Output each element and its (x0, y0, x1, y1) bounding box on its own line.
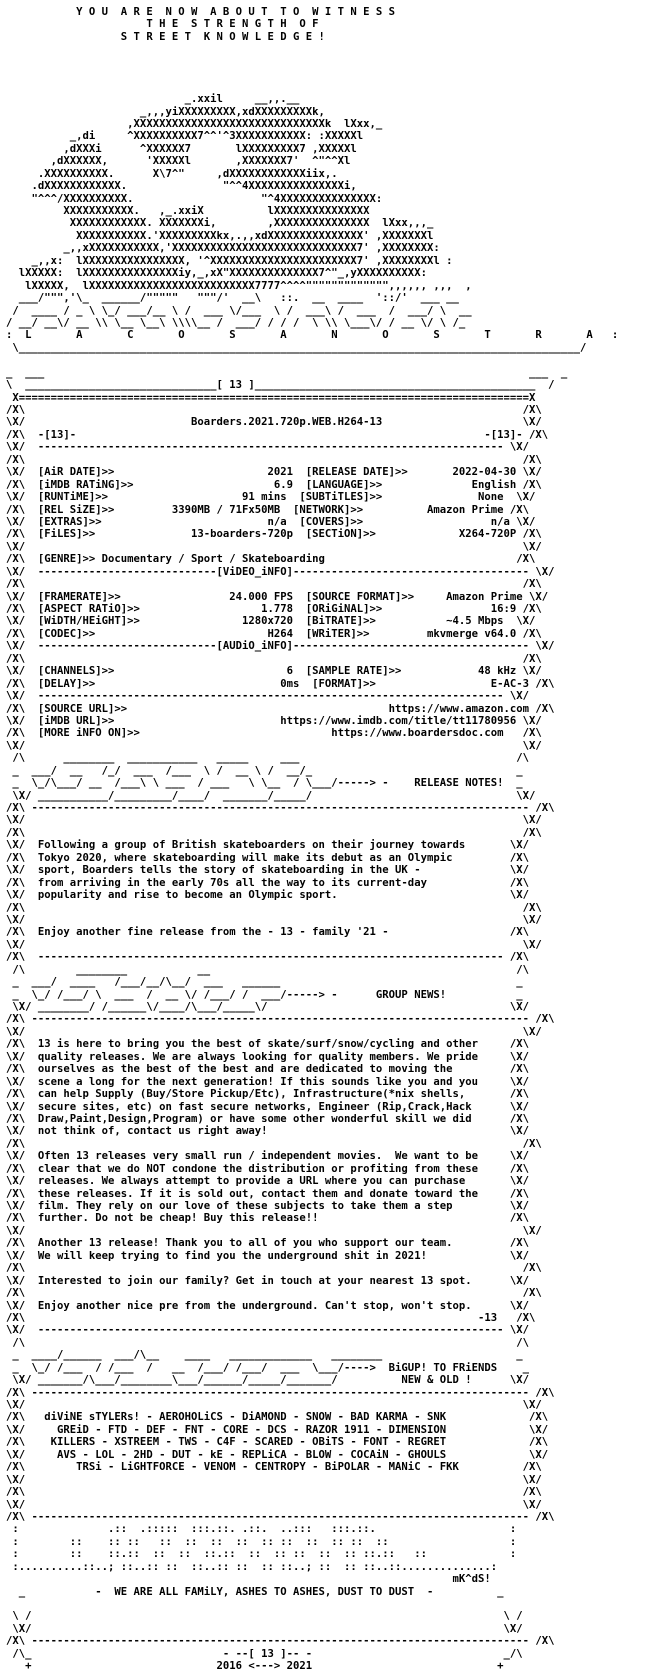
nfo-line: /X\ ------------------------------------------------------------------------------ /X\ (6, 1510, 555, 1523)
nfo-line: /X\ KILLERS - XSTREEM - TWS - C4F - SCARED - OBiTS - FONT - REGRET /X\ (6, 1436, 549, 1449)
nfo-line: _ ___/ ____ /___/__/\__/ ___ ______ _ (6, 976, 523, 989)
nfo-line: \X/ \X/ (6, 1399, 542, 1411)
nfo-line: : :: ::.:: :: :: ::.:: :: :: :: :: :: ::.:: :: : (6, 1548, 517, 1561)
nfo-line: "^^^/XXXXXXXXXX. "^4XXXXXXXXXXXXXXX: (6, 192, 383, 205)
nfo-line: /X\ [REL SiZE]>> 3390MB / 71Fx50MB [NETWORK]>> Amazon Prime /X\ (6, 503, 529, 516)
nfo-line: /X\ /X\ (6, 404, 542, 416)
nfo-line: ___/""",'\_ ______/""""" """/' __\ ::. __ ____ '::/' ___ __ (6, 292, 459, 305)
nfo-line: /X\ [GENRE]>> Documentary / Sport / Skateboarding /X\ (6, 553, 536, 566)
nfo-line: /X\ /X\ (6, 826, 542, 839)
nfo-line: XXXXXXXXXXXX. XXXXXXXi, ,XXXXXXXXXXXXXXX lXxx,,,_ (6, 217, 434, 230)
nfo-line: /X\ ------------------------------------------------------------------------------ /X\ (6, 1635, 555, 1648)
nfo-line: \X/ Enjoy another nice pre from the underground. Can't stop, won't stop. \X/ (6, 1299, 529, 1312)
nfo-line: \X/ sport, Boarders tells the story of skateboarding in the UK - \X/ (6, 864, 529, 877)
nfo-line: \X/ Often 13 releases very small run / independent movies. We want to be \X/ (6, 1150, 529, 1163)
nfo-line: \X/ Boarders.2021.720p.WEB.H264-13 \X/ (6, 416, 542, 429)
nfo-line: \________________________________________________________________________________________/ (6, 341, 587, 354)
nfo-line: \X/ \X/ (6, 1498, 542, 1511)
nfo-line: mK^dS! (6, 1573, 491, 1586)
nfo-line: /X\ TRSi - LiGHTFORCE - VENOM - CENTROPY - BiPOLAR - MANiC - FKK /X\ (6, 1461, 542, 1474)
nfo-line (6, 354, 648, 366)
nfo-line: /X\ clear that we do NOT condone the distribution or profiting from these /X\ (6, 1162, 529, 1175)
nfo-line: .dXXXXXXXXXXXX. "^^4XXXXXXXXXXXXXXXi, (6, 180, 357, 193)
nfo-line: /X\ /X\ (6, 1486, 542, 1499)
nfo-line: _.xxil __,,.__ (6, 93, 300, 106)
nfo-line: \X/ Interested to join our family? Get in touch at your nearest 13 spot. \X/ (6, 1274, 529, 1287)
nfo-line: _ ___ ___ _ (6, 366, 568, 379)
nfo-line: \X/ [CHANNELS]>> 6 [SAMPLE RATE]>> 48 kHz \X/ (6, 665, 542, 678)
nfo-line: \X/ [EXTRAS]>> n/a [COVERS]>> n/a \X/ (6, 515, 536, 528)
nfo-line: \X/ ----------------------------[AUDiO_iNFO]------------------------------------- \X/ (6, 640, 555, 653)
nfo-line: /X\ ------------------------------------------------------------------------------ /X\ (6, 1013, 555, 1026)
nfo-line: / __/ __\/ __ \\ \__ \__\ \\\\__ / ___/ / / / \ \\ \___\/ / __ \/ \ /_ (6, 316, 466, 329)
nfo-line: _ \_/ /___/ \ ___ / __ \/ /___/ / ___/-----> - GROUP NEWS! _ (6, 988, 523, 1001)
nfo-line: /X\ [MORE iNFO ON]>> https://www.boardersdoc.com /X\ (6, 727, 542, 740)
nfo-line: /X\ /X\ (6, 1137, 542, 1150)
nfo-line: /X\ ------------------------------------------------------------------------------ /X\ (6, 802, 555, 814)
nfo-line: \X/ \X/ (6, 1224, 542, 1237)
nfo-line: \X/ film. They rely on our love of these subjects to take them a step \X/ (6, 1200, 529, 1212)
nfo-line: /X\ /X\ (6, 578, 542, 591)
nfo-line: lXXXXX, lXXXXXXXXXXXXXXXXXXXXXXXXXX7777^^^^""""""""""""",,,,,, ,,, , (6, 279, 472, 292)
nfo-line: /X\ can help Supply (Buy/Store Pickup/Etc), Infrastructure(*nix shells, /X\ (6, 1088, 529, 1101)
nfo-line: _,,,yiXXXXXXXXX,xdXXXXXXXXXk, (6, 105, 325, 118)
nfo-line: T H E S T R E N G T H O F (6, 18, 319, 31)
nfo-line: /X\ Enjoy another fine release from the - 13 - family '21 - /X\ (6, 926, 529, 939)
nfo-line: : :: :: :: :: :: :: :: :: :: :: :: :: :: : (6, 1535, 517, 1548)
nfo-line: \X/ \X/ (6, 1025, 542, 1038)
nfo-line: /X\ further. Do not be cheap! Buy this release!! /X\ (6, 1212, 529, 1225)
nfo-line: ,dXXXi ^XXXXXX7 lXXXXXXXXX7 ,XXXXXl (6, 142, 357, 155)
nfo-line: / ____ / _ \ \_/ ___/__ \ / ___ \/___ \ / ___\ / ___ / ___/ \ __ (6, 304, 472, 317)
nfo-line: \X/ not think of, contact us right away! \X/ (6, 1125, 529, 1138)
nfo-line: .XXXXXXXXXX. X\7^" ,dXXXXXXXXXXXXiix,. (6, 167, 338, 180)
nfo-line: \X/ [FRAMERATE]>> 24.000 FPS [SOURCE FORMAT]>> Amazon Prime \X/ (6, 590, 549, 603)
nfo-line: /\ ________ ___________ _____ ___ /\ (6, 752, 529, 765)
nfo-line (6, 81, 648, 93)
nfo-line: _,,x: lXXXXXXXXXXXXXXXX, '^XXXXXXXXXXXXXXXXXXXXXXX7' ,XXXXXXXXl : (6, 254, 453, 267)
nfo-line: \X/ quality releases. We are always looking for quality members. We pride \X/ (6, 1050, 529, 1063)
nfo-line: /X\ [CODEC]>> H264 [WRiTER]>> mkvmerge v64.0 /X\ (6, 627, 542, 640)
nfo-line: /X\ ourselves as the best of the best and are dedicated to moving the /X\ (6, 1063, 529, 1076)
nfo-line: _ ____/______ ___/\__ ____ _____________ ________ _ (6, 1349, 523, 1362)
nfo-line: /\ ________ __ /\ (6, 963, 529, 976)
nfo-line (6, 68, 648, 80)
nfo-line: \X/ scene a long for the next generation! If this sounds like you and you \X/ (6, 1075, 529, 1088)
nfo-line: ,XXXXXXXXXXXXXXXXXXXXXXXXXXXXXXk lXxx,_ (6, 117, 383, 130)
nfo-line: /\_ - --[ 13 ]-- - _/\ (6, 1647, 523, 1660)
nfo-line: : L A C O S A N O S T R A : (6, 329, 619, 342)
nfo-line: : .:: .::::: :::.::. .::. ..::: :::.::. : (6, 1523, 517, 1536)
nfo-line: \X/ \X/ (6, 814, 542, 827)
nfo-line: \X/ ------------------------------------------------------------------------- \X/ (6, 690, 529, 703)
nfo-line: + 2016 <---> 2021 + (6, 1660, 504, 1673)
nfo-line: \X/ Following a group of British skateboarders on their journey towards \X/ (6, 839, 529, 852)
nfo-line: XXXXXXXXXXX.'XXXXXXXXXkx,.,,xdXXXXXXXXXXXXXXX' ,XXXXXXXl (6, 229, 434, 242)
nfo-line: lXXXXX: lXXXXXXXXXXXXXXXiy,_,xX"XXXXXXXXXXXXXX7^"_,yXXXXXXXXXX: (6, 267, 427, 280)
nfo-line: /X\ [DELAY]>> 0ms [FORMAT]>> E-AC-3 /X\ (6, 677, 555, 690)
nfo-line: /X\ [SOURCE URL]>> https://www.amazon.com /X\ (6, 702, 555, 715)
nfo-line: \X/ ___________/_________/____/ _______/_____/ \X/ (6, 789, 536, 802)
nfo-line: /X\ Another 13 release! Thank you to all of you who support our team. /X\ (6, 1237, 529, 1250)
nfo-line: \X/ AVS - LOL - 2HD - DUT - kE - REPLiCA - BLOW - COCAiN - GHOULS \X/ (6, 1448, 549, 1461)
nfo-line: _ \_/\___/ __ /___\ \ ___ / ___ \ \__ / \___/-----> - RELEASE NOTES! _ (6, 777, 523, 790)
nfo-line: /X\ /X\ (6, 1287, 542, 1300)
nfo-line: /X\ /X\ (6, 1262, 542, 1275)
nfo-line: \X/ \X/ (6, 913, 542, 926)
nfo-line (6, 1598, 648, 1610)
nfo-line: /X\ these releases. If it is sold out, contact them and donate toward the /X\ (6, 1187, 529, 1200)
nfo-line: \X/ [RUNTiME]>> 91 mins [SUBTiTLES]>> None \X/ (6, 491, 536, 504)
nfo-line: \X/ GREiD - FTD - DEF - FNT - CORE - DCS - RAZOR 1911 - DIMENSION \X/ (6, 1423, 549, 1436)
nfo-line: ,dXXXXXX, 'XXXXXl ,XXXXXXX7' ^"^^Xl (6, 155, 351, 168)
nfo-line: \X/ [WiDTH/HEiGHT]>> 1280x720 [BiTRATE]>> ~4.5 Mbps \X/ (6, 615, 536, 628)
nfo-line: /X\ [ASPECT RATiO]>> 1.778 [ORiGiNAL]>> 16:9 /X\ (6, 603, 542, 615)
nfo-line: S T R E E T K N O W L E D G E ! (6, 30, 325, 43)
nfo-line: /X\ [FiLES]>> 13-boarders-720p [SECTiON]>> X264-720P /X\ (6, 528, 542, 541)
nfo-line: /X\ ------------------------------------------------------------------------- /X\ (6, 951, 529, 964)
nfo-line: /X\ -13 /X\ (6, 1311, 536, 1324)
nfo-line: \X/ ________/ /______\/____/\___/_____\/ \X/ (6, 1001, 529, 1013)
nfo-line: \X/ \X/ (6, 1473, 542, 1486)
nfo-line: \X/ ------------------------------------------------------------------------- \X/ (6, 1324, 529, 1337)
nfo-line: \X/ releases. We always attempt to provide a URL where you can purchase \X/ (6, 1175, 529, 1188)
nfo-line: /X\ ------------------------------------------------------------------------------ /X\ (6, 1386, 555, 1399)
nfo-line: /X\ /X\ (6, 652, 542, 665)
nfo-line: \X/ popularity and rise to become an Olympic sport. \X/ (6, 889, 529, 902)
nfo-line: \X/ _______/\___/________\___/______/_____/_______/ NEW & OLD ! \X/ (6, 1374, 529, 1387)
nfo-line: \X/ ------------------------------------------------------------------------- \X/ (6, 441, 529, 454)
nfo-line: \X/ [iMDB URL]>> https://www.imdb.com/title/tt11780956 \X/ (6, 714, 542, 727)
nfo-line: /X\ Tokyo 2020, where skateboarding will make its debut as an Olympic /X\ (6, 851, 529, 864)
nfo-line: \X/ \X/ (6, 938, 542, 951)
nfo-line: _ - WE ARE ALL FAMiLY, ASHES TO ASHES, DUST TO DUST - _ (6, 1585, 504, 1598)
nfo-line: :..........::..; ::..:: :: ::..:: :: :: ::..; :: :: ::..::..............: (6, 1560, 498, 1573)
nfo-line: _ ___/ __ /_/ ___ /___ \ / __ \ / __/_ _ (6, 764, 523, 777)
nfo-line: /X\ [iMDB RATiNG]>> 6.9 [LANGUAGE]>> English /X\ (6, 478, 542, 491)
nfo-line: \X/ We will keep trying to find you the underground shit in 2021! \X/ (6, 1249, 529, 1262)
nfo-line (6, 56, 648, 68)
nfo-line: _,,xXXXXXXXXXXX,'XXXXXXXXXXXXXXXXXXXXXXXXXXXXX7' ,XXXXXXXX: (6, 242, 440, 255)
nfo-line: \X/ \X/ (6, 1622, 523, 1635)
nfo-line: \ / \ / (6, 1610, 523, 1623)
nfo-line: \X/ \X/ (6, 739, 542, 752)
nfo-line: Y O U A R E N O W A B O U T T O W I T N E S S (6, 6, 396, 18)
nfo-line: \X/ [AiR DATE]>> 2021 [RELEASE DATE]>> 2022-04-30 \X/ (6, 466, 542, 479)
nfo-line (6, 43, 648, 55)
nfo-line: X================================================================================X (6, 391, 536, 404)
nfo-line: _ \_/ /___ / /___ / __ /___/ /___/ ___ \___/----> BiGUP! TO FRiENDS _ (6, 1361, 529, 1374)
nfo-line: \X/ ----------------------------[ViDEO_iNFO]------------------------------------- \X/ (6, 565, 555, 578)
nfo-line: /X\ Draw,Paint,Design,Program) or have some other wonderful skill we did /X\ (6, 1112, 529, 1125)
nfo-line: _,di ^XXXXXXXXXX7^^'^3XXXXXXXXXXX: :XXXXXl (6, 130, 364, 143)
nfo-line: /X\ diViNE sTYLERs! - AEROHOLiCS - DiAMOND - SNOW - BAD KARMA - SNK /X\ (6, 1411, 549, 1424)
nfo-line: /X\ -[13]- -[13]- /X\ (6, 428, 549, 441)
nfo-line: /\ /\ (6, 1336, 529, 1349)
nfo-line: \X/ \X/ (6, 540, 542, 553)
nfo-line: \ ______________________________[ 13 ]____________________________________________ / (6, 379, 555, 392)
nfo-line: \X/ secure sites, etc) on fast secure networks, Engineer (Rip,Crack,Hack \X/ (6, 1100, 529, 1113)
nfo-line: /X\ from arriving in the early 70s all the way to its current-day /X\ (6, 876, 529, 889)
nfo-line: /X\ 13 is here to bring you the best of skate/surf/snow/cycling and other /X\ (6, 1038, 529, 1051)
nfo-line: XXXXXXXXXXX. ,_.xxiX lXXXXXXXXXXXXXXX (6, 205, 370, 217)
nfo-line: /X\ /X\ (6, 453, 542, 466)
nfo-line: /X\ /X\ (6, 901, 542, 914)
